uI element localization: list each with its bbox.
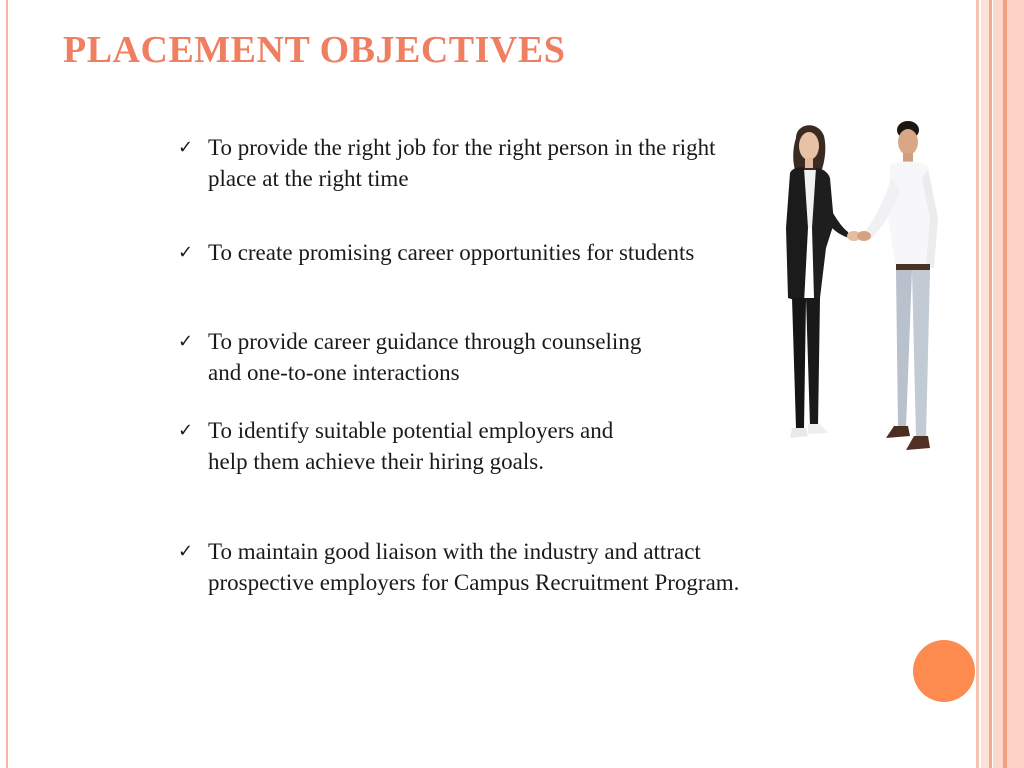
objective-item [178,326,678,388]
objective-text: To provide career guidance through counseling and one-to-one interactions [208,329,642,385]
objective-text: To identify suitable potential employers and help them achieve their hiring goals. [208,418,614,474]
objective-text: To maintain good liaison with the industry and attract prospective employers for Campus Recruitment Program. [208,539,740,595]
right-decorative-stripes [976,0,1024,768]
objective-item [178,415,618,477]
stripe [976,0,979,768]
decorative-orange-circle [913,640,975,702]
woman-figure [786,125,861,438]
objective-text: To provide the right job for the right person in the right place at the right time [208,135,716,191]
check-icon: ✓ [178,242,194,263]
objective-item [178,132,738,194]
check-icon: ✓ [178,137,194,158]
slide-title: PLACEMENT OBJECTIVES [63,29,566,71]
check-icon: ✓ [178,331,194,352]
check-icon: ✓ [178,420,194,441]
stripe [989,0,992,768]
objective-item [178,536,768,598]
objective-item [178,237,743,268]
objective-text: To create promising career opportunities for students [208,240,695,265]
left-border-line [6,0,8,768]
check-icon: ✓ [178,541,194,562]
stripe [993,0,1003,768]
stripe [1007,0,1024,768]
man-figure [857,121,938,450]
stripe [981,0,989,768]
handshake-illustration [778,118,948,463]
